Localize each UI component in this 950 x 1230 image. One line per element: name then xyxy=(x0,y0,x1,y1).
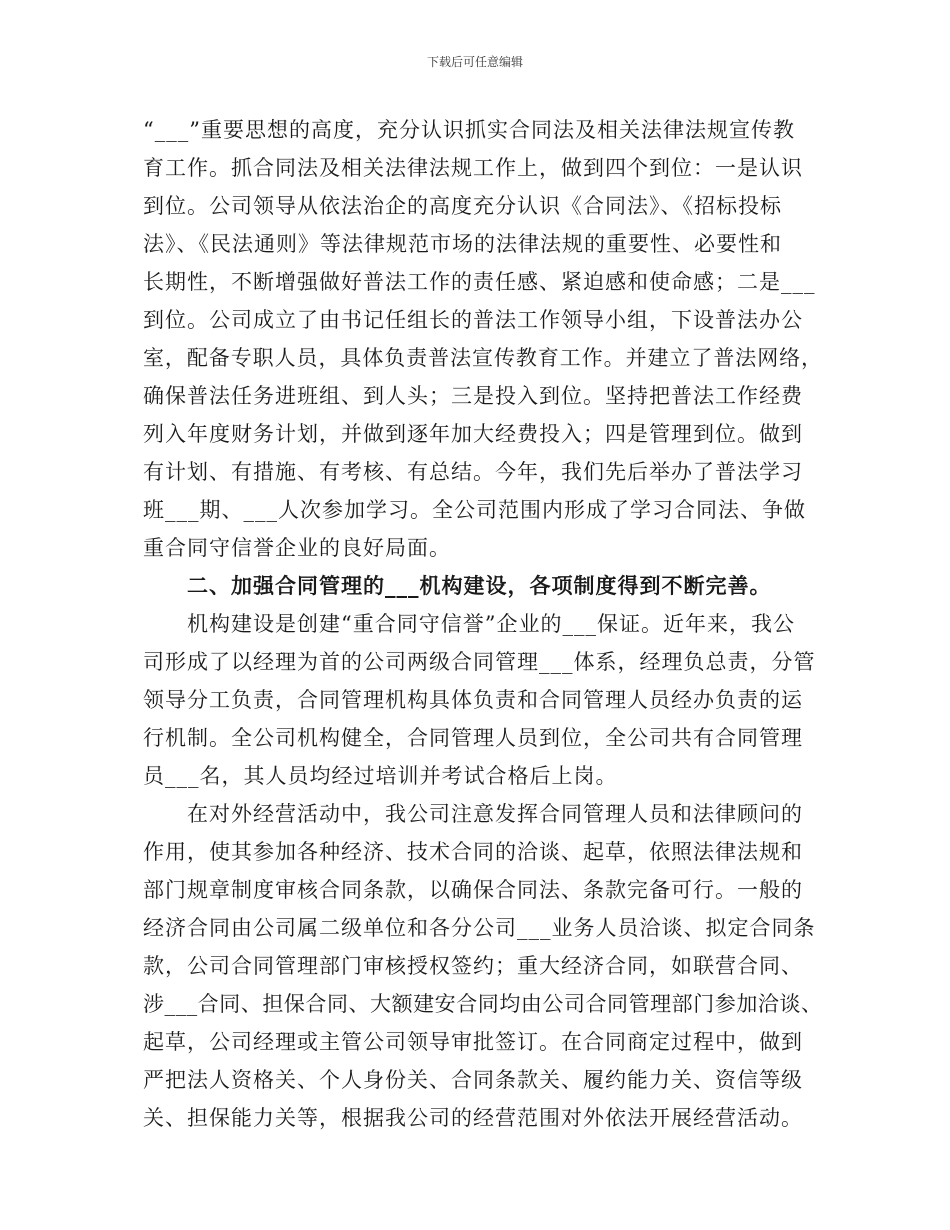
body-line: 款，公司合同管理部门审核授权签约；重大经济合同，如联营合同、 xyxy=(143,954,803,978)
body-line: 法》、《民法通则》等法律规范市场的法律法规的重要性、必要性和 xyxy=(143,232,782,256)
body-line: 司形成了以经理为首的公司两级合同管理___体系，经理负总责，分管 xyxy=(143,650,816,674)
body-line: “___”重要思想的高度，充分认识抓实合同法及相关法律法规宣传教 xyxy=(143,118,795,142)
body-line: 领导分工负责，合同管理机构具体负责和合同管理人员经办负责的运 xyxy=(143,688,803,712)
body-line: 室，配备专职人员，具体负责普法宣传教育工作。并建立了普法网络， xyxy=(143,346,823,370)
body-line: 严把法人资格关、个人身份关、合同条款关、履约能力关、资信等级 xyxy=(143,1068,803,1092)
body-line: 部门规章制度审核合同条款，以确保合同法、条款完备可行。一般的 xyxy=(143,878,803,902)
body-line: 员___名，其人员均经过培训并考试合格后上岗。 xyxy=(143,764,618,788)
body-line: 涉___合同、担保合同、大额建安合同均由公司合同管理部门参加洽谈、 xyxy=(143,992,823,1016)
body-line: 长期性，不断增强做好普法工作的责任感、紧迫感和使命感；二是___ xyxy=(143,270,816,294)
body-line: 行机制。全公司机构健全，合同管理人员到位，全公司共有合同管理 xyxy=(143,726,803,750)
body-line: 到位。公司成立了由书记任组长的普法工作领导小组，下设普法办公 xyxy=(143,308,803,332)
body-line: 作用，使其参加各种经济、技术合同的洽谈、起草，依照法律法规和 xyxy=(143,840,803,864)
body-line: 到位。公司领导从依法治企的高度充分认识《合同法》、《招标投标 xyxy=(143,194,782,218)
body-line: 重合同守信誉企业的良好局面。 xyxy=(143,536,451,560)
body-line: 经济合同由公司属二级单位和各分公司___业务人员洽谈、拟定合同条 xyxy=(143,916,816,940)
body-line: 关、担保能力关等，根据我公司的经营范围对外依法开展经营活动。 xyxy=(143,1106,803,1130)
body-line: 班___期、___人次参加学习。全公司范围内形成了学习合同法、争做 xyxy=(143,498,806,522)
body-line: 育工作。抓合同法及相关法律法规工作上，做到四个到位：一是认识 xyxy=(143,156,803,180)
body-line: 在对外经营活动中，我公司注意发挥合同管理人员和法律顾问的 xyxy=(187,802,803,826)
section-heading: 二、加强合同管理的___机构建设，各项制度得到不断完善。 xyxy=(187,573,772,598)
body-line: 机构建设是创建“重合同守信誉”企业的___保证。近年来，我公 xyxy=(187,612,795,636)
page-header: 下载后可任意编辑 xyxy=(426,55,523,69)
body-line: 列入年度财务计划，并做到逐年加大经费投入；四是管理到位。做到 xyxy=(143,422,803,446)
body-line: 确保普法任务进班组、到人头；三是投入到位。坚持把普法工作经费 xyxy=(143,384,803,408)
body-line: 有计划、有措施、有考核、有总结。今年，我们先后举办了普法学习 xyxy=(143,460,803,484)
document-body xyxy=(143,111,823,1137)
body-line: 起草，公司经理或主管公司领导审批签订。在合同商定过程中，做到 xyxy=(143,1030,803,1054)
